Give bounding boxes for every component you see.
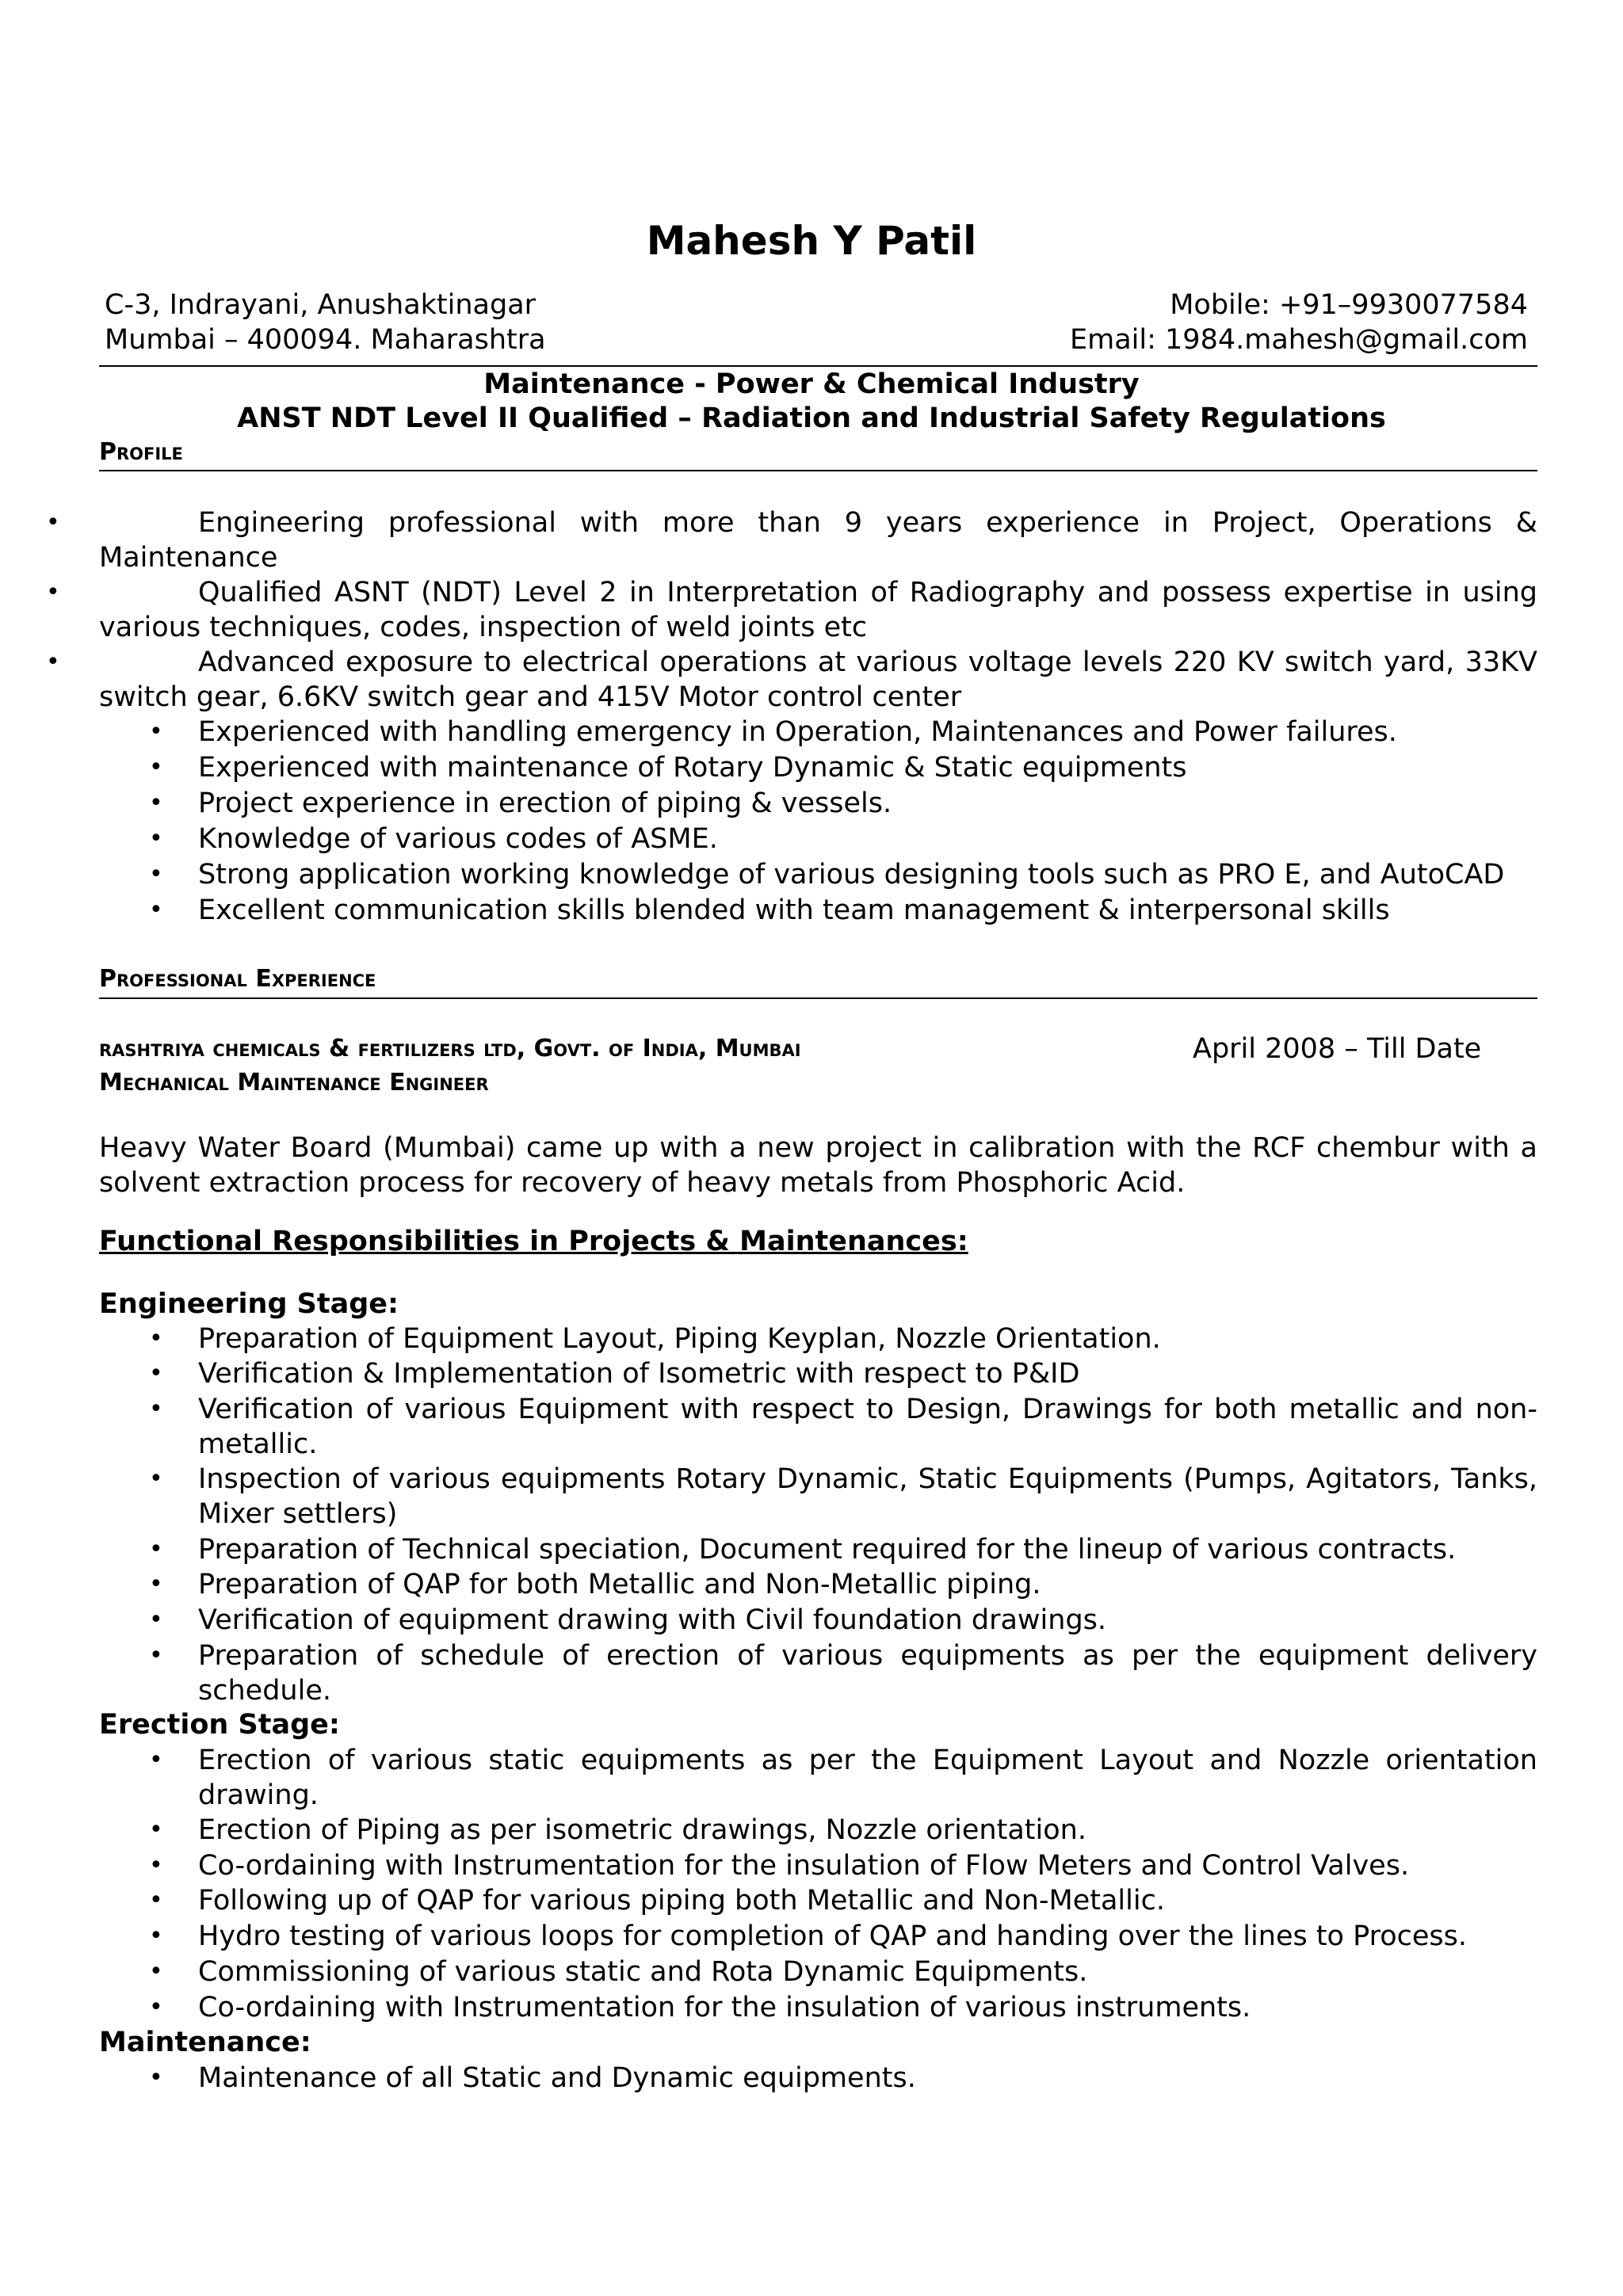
- list-item: Co-ordaining with Instrumentation for the insulation of Flow Meters and Control Valves.: [198, 1850, 1410, 1882]
- list-item: Strong application working knowledge of various designing tools such as PRO E, and AutoCAD: [198, 859, 1505, 891]
- bullet-icon: •: [149, 1606, 163, 1634]
- bullet-icon: •: [149, 1816, 163, 1844]
- employer-name: rashtriya chemicals & fertilizers ltd, Govt. of India, Mumbai: [99, 1035, 801, 1062]
- list-item: Preparation of Technical speciation, Document required for the lineup of various contracts.: [198, 1534, 1457, 1566]
- bullet-icon: •: [149, 2064, 163, 2092]
- bullet-icon: •: [149, 1570, 163, 1598]
- list-item: Verification & Implementation of Isometric with respect to P&ID: [198, 1358, 1080, 1390]
- address-line-1: C-3, Indrayani, Anushaktinagar: [105, 289, 537, 321]
- list-item-continuation: switch gear, 6.6KV switch gear and 415V Motor control center: [99, 681, 962, 713]
- bullet-icon: •: [149, 718, 163, 746]
- mobile-number: Mobile: +91–9930077584: [1170, 289, 1528, 321]
- headline-qualification: ANST NDT Level II Qualified – Radiation and Industrial Safety Regulations: [237, 402, 1386, 434]
- bullet-icon: •: [149, 1465, 163, 1493]
- experience-divider: [99, 997, 1537, 999]
- list-item: Experienced with handling emergency in Operation, Maintenances and Power failures.: [198, 716, 1397, 748]
- project-summary-line-1: Heavy Water Board (Mumbai) came up with a new project in calibration with the RCF chembur with a: [99, 1132, 1537, 1164]
- erection-stage-heading: Erection Stage:: [99, 1709, 340, 1741]
- bullet-icon: •: [149, 1642, 163, 1669]
- bullet-icon: •: [149, 1886, 163, 1914]
- bullet-icon: •: [149, 860, 163, 888]
- candidate-name: Mahesh Y Patil: [646, 218, 977, 264]
- project-summary-line-2: solvent extraction process for recovery of heavy metals from Phosphoric Acid.: [99, 1167, 1186, 1199]
- profile-divider: [99, 470, 1537, 471]
- list-item-continuation: metallic.: [198, 1428, 318, 1460]
- list-item: Following up of QAP for various piping both Metallic and Non-Metallic.: [198, 1885, 1165, 1917]
- list-item-continuation: Maintenance: [99, 542, 278, 574]
- experience-heading: Professional Experience: [99, 965, 376, 993]
- bullet-icon: •: [149, 896, 163, 924]
- list-item: Preparation of QAP for both Metallic and Non-Metallic piping.: [198, 1569, 1041, 1600]
- list-item: Erection of various static equipments as per the Equipment Layout and Nozzle orientation: [198, 1745, 1537, 1776]
- list-item: Project experience in erection of piping & vessels.: [198, 788, 892, 819]
- list-item-continuation: various techniques, codes, inspection of weld joints etc: [99, 612, 868, 643]
- address-line-2: Mumbai – 400094. Maharashtra: [105, 324, 546, 356]
- bullet-icon: •: [46, 578, 60, 606]
- list-item: Excellent communication skills blended with team management & interpersonal skills: [198, 894, 1390, 926]
- bullet-icon: •: [46, 509, 60, 536]
- list-item: Maintenance of all Static and Dynamic equipments.: [198, 2062, 916, 2094]
- bullet-icon: •: [149, 1746, 163, 1774]
- list-item-continuation: Mixer settlers): [198, 1498, 398, 1530]
- list-item-continuation: schedule.: [198, 1675, 331, 1707]
- list-item: Preparation of schedule of erection of various equipments as per the equipment delivery: [198, 1640, 1537, 1672]
- bullet-icon: •: [149, 1360, 163, 1387]
- list-item: Knowledge of various codes of ASME.: [198, 823, 718, 855]
- bullet-icon: •: [149, 753, 163, 781]
- employment-dates: April 2008 – Till Date: [1193, 1033, 1482, 1065]
- engineering-stage-heading: Engineering Stage:: [99, 1288, 399, 1320]
- list-item: Experienced with maintenance of Rotary Dynamic & Static equipments: [198, 752, 1187, 784]
- bullet-icon: •: [46, 648, 60, 676]
- bullet-icon: •: [149, 1535, 163, 1563]
- list-item-text: Qualified ASNT (NDT) Level 2 in Interpretation of Radiography and possess expertise in using: [198, 577, 1537, 608]
- bullet-icon: •: [149, 1922, 163, 1950]
- list-item-text: Engineering professional with more than 9 years experience in Project, Operations &: [198, 507, 1537, 539]
- list-item: Preparation of Equipment Layout, Piping Keyplan, Nozzle Orientation.: [198, 1323, 1161, 1355]
- functional-responsibilities-heading: Functional Responsibilities in Projects & Maintenances:: [99, 1226, 968, 1257]
- bullet-icon: •: [149, 1395, 163, 1423]
- bullet-icon: •: [149, 789, 163, 817]
- profile-heading: Profile: [99, 438, 183, 466]
- list-item: Verification of various Equipment with respect to Design, Drawings for both metallic and non-: [198, 1394, 1537, 1425]
- list-item: Erection of Piping as per isometric drawings, Nozzle orientation.: [198, 1814, 1086, 1846]
- list-item-continuation: drawing.: [198, 1779, 319, 1811]
- bullet-icon: •: [149, 1325, 163, 1352]
- job-title: Mechanical Maintenance Engineer: [99, 1069, 489, 1097]
- list-item-text: Advanced exposure to electrical operations at various voltage levels 220 KV switch yard, 33KV: [198, 646, 1537, 678]
- bullet-icon: •: [149, 1852, 163, 1879]
- list-item: Commissioning of various static and Rota Dynamic Equipments.: [198, 1956, 1088, 1988]
- bullet-icon: •: [149, 1993, 163, 2021]
- list-item: Hydro testing of various loops for completion of QAP and handing over the lines to Process.: [198, 1920, 1467, 1952]
- maintenance-heading: Maintenance:: [99, 2027, 311, 2058]
- list-item: Verification of equipment drawing with Civil foundation drawings.: [198, 1604, 1107, 1636]
- list-item: Inspection of various equipments Rotary Dynamic, Static Equipments (Pumps, Agitators, Tanks,: [198, 1463, 1537, 1495]
- email-address: Email: 1984.mahesh@gmail.com: [1070, 324, 1528, 356]
- bullet-icon: •: [149, 825, 163, 852]
- list-item: Co-ordaining with Instrumentation for the insulation of various instruments.: [198, 1992, 1251, 2023]
- bullet-icon: •: [149, 1958, 163, 1985]
- headline-domain: Maintenance - Power & Chemical Industry: [483, 368, 1140, 400]
